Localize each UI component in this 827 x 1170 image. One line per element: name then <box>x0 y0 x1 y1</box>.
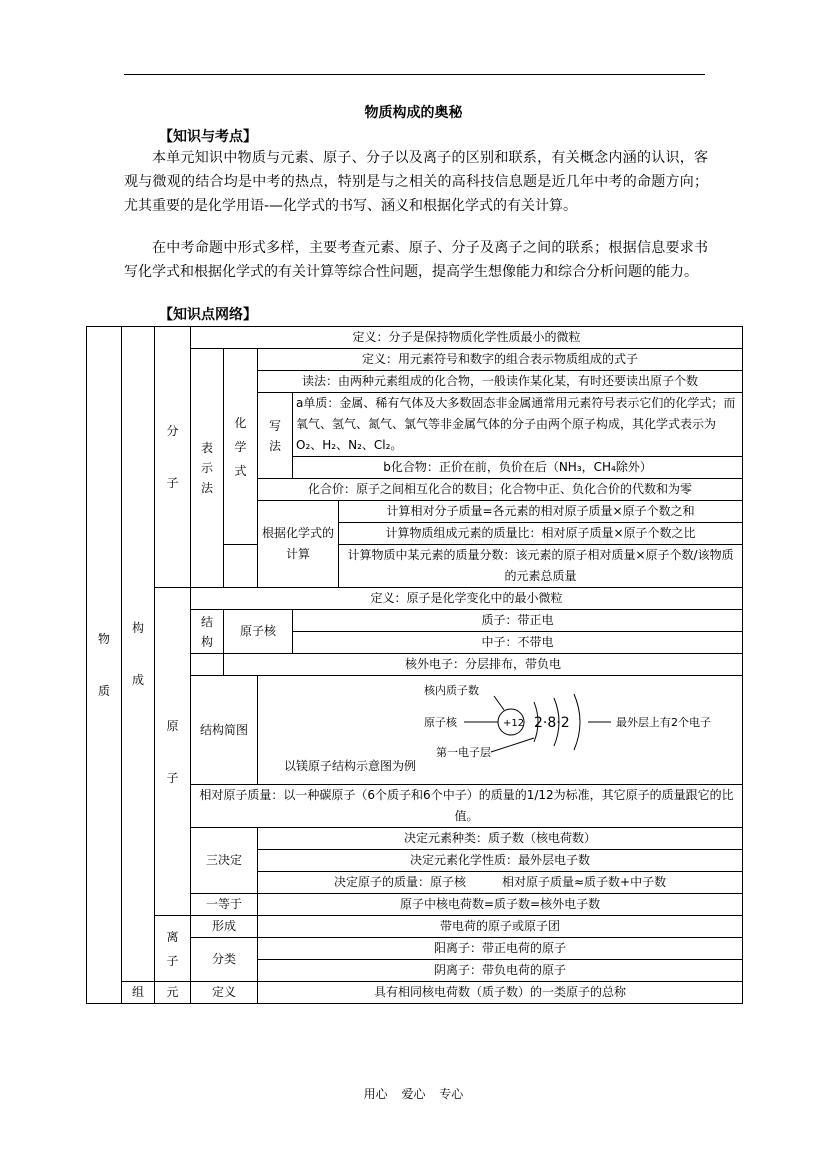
one-equal-label: 一等于 <box>191 894 258 916</box>
matter-cell: 物质 <box>87 327 122 1004</box>
three-determine-label: 三决定 <box>191 828 258 894</box>
diagram-nucleus-label: 原子核 <box>424 716 457 729</box>
intro-paragraph-2: 在中考命题中形式多样，主要考查元素、原子、分子及离子之间的联系；根据信息要求书写化学式和根据化学式的有关计算等综合性问题，提高学生想像能力和综合分析问题的能力。 <box>124 240 708 280</box>
formula-definition: 定义：用元素符号和数字的组合表示物质组成的式子 <box>258 349 743 371</box>
writing-elemental: a单质：金属、稀有气体及大多数固态非金属通常用元素符号表示它们的化学式；而氧气、氢气、氮气、氯气等非金属气体的分子由两个原子构成，其化学式表示为O₂、H₂、N₂、Cl₂。 <box>293 393 743 457</box>
neutron-row: 中子：不带电 <box>293 632 743 654</box>
valence-rule: 化合价：原子之间相互化合的数目；化合物中正、负化合价的代数和为零 <box>258 479 743 501</box>
page-footer: 用心 爱心 专心 <box>363 1087 464 1101</box>
calc-mass-ratio: 计算物质组成元素的质量比：相对原子质量×原子个数之比 <box>339 523 743 545</box>
diagram-charge: +12 <box>503 718 525 729</box>
determine-chemical-property: 决定元素化学性质：最外层电子数 <box>258 850 743 872</box>
determine-atomic-mass: 决定原子的质量：原子核 相对原子质量≈质子数+中子数 <box>258 872 743 894</box>
diagram-arrow-line <box>491 738 534 752</box>
proton-row: 质子：带正电 <box>293 610 743 632</box>
element-definition: 具有相同核电荷数（质子数）的一类原子的总称 <box>258 982 743 1004</box>
header-rule <box>124 74 705 75</box>
anion-definition: 阴离子：带负电荷的原子 <box>258 960 743 982</box>
calc-molecular-mass: 计算相对分子质量=各元素的相对原子质量×原子个数之和 <box>339 501 743 523</box>
electron-row: 核外电子：分层排布，带负电 <box>224 654 743 676</box>
page-title: 物质构成的奥秘 <box>364 105 463 121</box>
structure-cell: 结构 <box>191 610 224 654</box>
formula-spacer <box>224 545 258 588</box>
element-cell: 元 <box>155 982 191 1004</box>
diagram-layers: 2·8·2 <box>534 715 570 731</box>
element-definition-label: 定义 <box>191 982 258 1004</box>
nucleus-cell: 原子核 <box>224 610 293 654</box>
charge-equality: 原子中核电荷数=质子数=核外电子数 <box>258 894 743 916</box>
calc-mass-fraction: 计算物质中某元素的质量分数：该元素的原子相对质量×原子个数/该物质的元素总质量 <box>339 545 743 588</box>
relative-atomic-mass: 相对原子质量：以一种碳原子（6个质子和6个中子）的质量的1/12为标准，其它原子的质量跟它的比值。 <box>191 785 743 828</box>
mg-atom-diagram-cell <box>258 676 743 785</box>
diagram-first-layer-label: 第一电子层 <box>436 746 491 759</box>
determine-element-type: 决定元素种类：质子数（核电荷数） <box>258 828 743 850</box>
cation-definition: 阳离子：带正电荷的原子 <box>258 938 743 960</box>
intro-paragraph-1: 本单元知识中物质与元素、原子、分子以及离子的区别和联系，有关概念内涵的认识，客观与微观的结合均是中考的热点，特别是与之相关的高科技信息题是近几年中考的命题方向；尤其重要的是化学用语-—化学式的书写、涵义和根据化学式的有关计算。 <box>124 150 708 214</box>
mg-atom-diagram <box>266 680 716 760</box>
atom-cell: 原子 <box>155 588 191 916</box>
diagram-nuc-protons-label: 核内质子数 <box>424 684 479 697</box>
composition-cell: 构成 <box>122 327 155 982</box>
diagram-outer-label: 最外层上有2个电子 <box>616 716 711 729</box>
ion-cell: 离子 <box>155 916 191 982</box>
knowledge-network-table <box>86 326 743 1004</box>
writing-cell: 写法 <box>258 393 293 479</box>
formula-reading: 读法：由两种元素组成的化合物，一般读作某化某，有时还要读出原子个数 <box>258 371 743 393</box>
diagram-caption: 以镁原子结构示意图为例 <box>284 759 417 773</box>
ion-formation-label: 形成 <box>191 916 258 938</box>
section-heading-network: 【知识点网络】 <box>159 307 257 323</box>
diagram-label: 结构简图 <box>191 676 258 785</box>
atom-definition: 定义：原子是化学变化中的最小微粒 <box>191 588 743 610</box>
molecule-definition: 定义：分子是保持物质化学性质最小的微粒 <box>191 327 743 349</box>
composed-cell: 组 <box>122 982 155 1004</box>
diagram-arrow-line <box>494 696 504 710</box>
ion-classify-label: 分类 <box>191 938 258 982</box>
electron-shell-arc <box>574 694 580 750</box>
formula-cell: 化学式 <box>224 349 258 545</box>
representation-cell: 表示法 <box>191 349 224 588</box>
formula-calc-label: 根据化学式的计算 <box>258 501 339 588</box>
molecule-cell: 分子 <box>155 327 191 588</box>
ion-formation: 带电荷的原子或原子团 <box>258 916 743 938</box>
section-heading-knowledge: 【知识与考点】 <box>159 129 257 145</box>
structure-spacer <box>191 654 224 676</box>
writing-compound: b化合物：正价在前，负价在后（NH₃，CH₄除外） <box>293 457 743 479</box>
